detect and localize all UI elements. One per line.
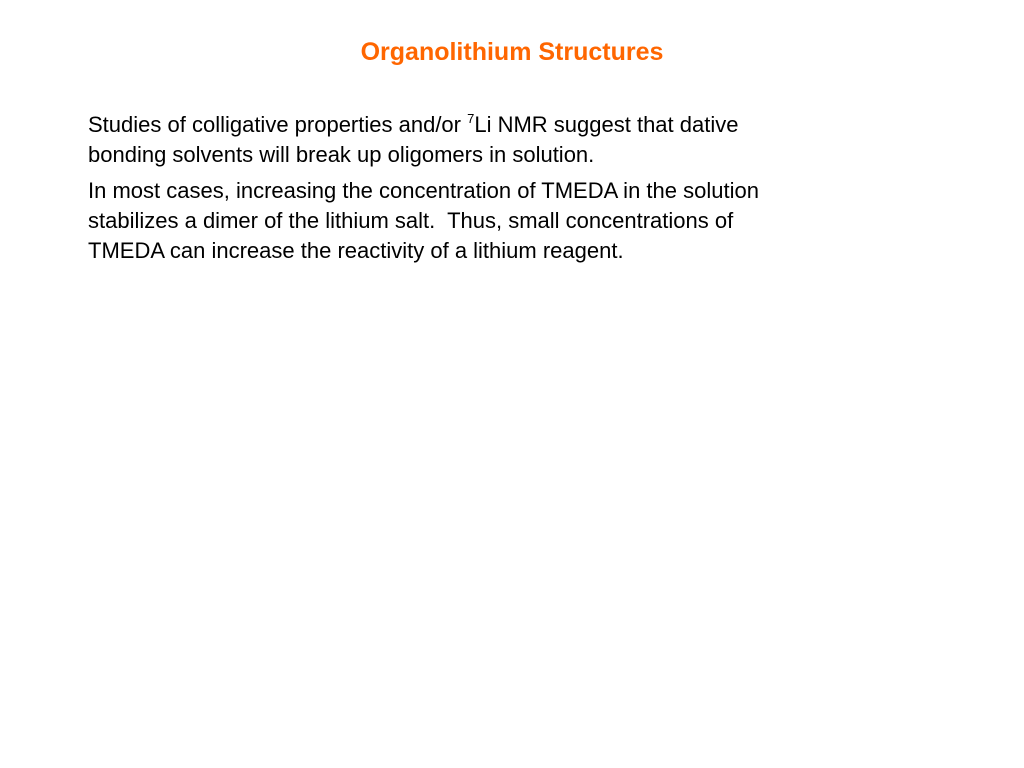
paragraph-1-line-2: bonding solvents will break up oligomers in solution. xyxy=(88,142,595,167)
paragraph-2-line-1: In most cases, increasing the concentration of TMEDA in the solution xyxy=(88,178,759,203)
paragraph-2-line-2: stabilizes a dimer of the lithium salt. Thus, small concentrations of xyxy=(88,208,734,233)
slide-title: Organolithium Structures xyxy=(360,38,664,66)
paragraph-colligative xyxy=(88,110,888,170)
isotope-superscript: 7 xyxy=(467,111,475,126)
paragraph-2-line-3: TMEDA can increase the reactivity of a lithium reagent. xyxy=(88,238,624,263)
paragraph-1-line-1-before: Studies of colligative properties and/or xyxy=(88,112,468,137)
paragraph-1-line-1-after: Li NMR suggest that dative xyxy=(474,112,739,137)
paragraph-tmeda xyxy=(88,176,888,266)
slide-body xyxy=(88,110,888,272)
paragraph-1-line-1 xyxy=(88,110,888,140)
